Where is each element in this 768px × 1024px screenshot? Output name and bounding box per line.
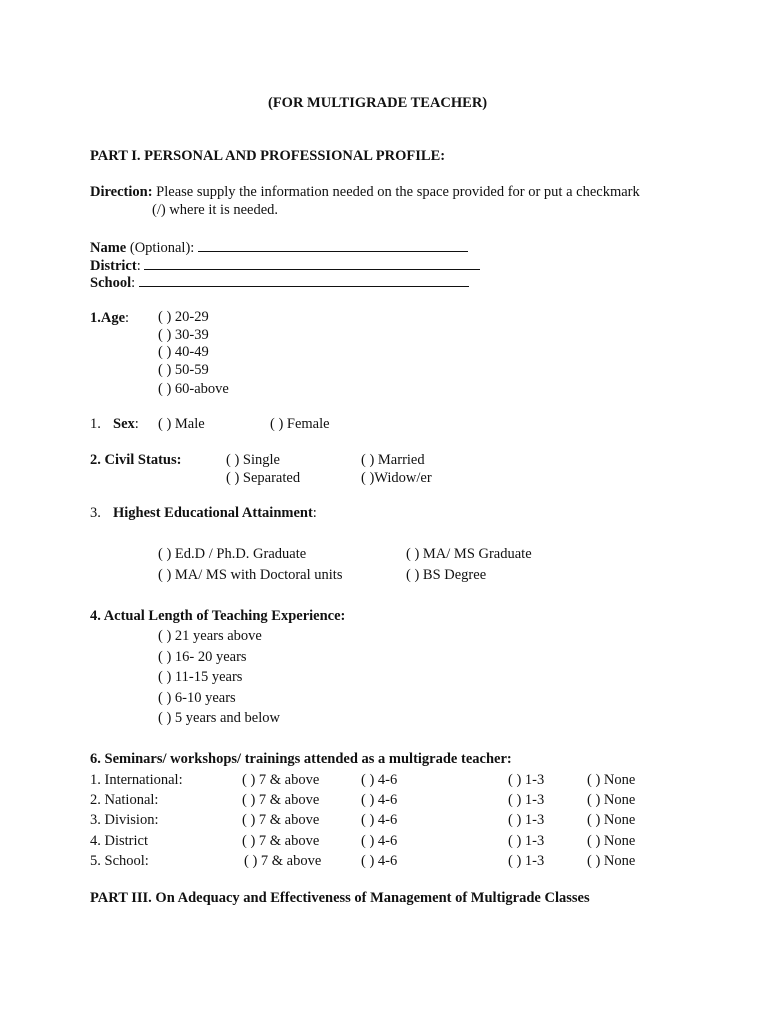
civil-option-single[interactable]: ( ) Single — [226, 452, 280, 468]
school-label: School — [90, 275, 132, 291]
seminar-option-1-3[interactable]: ( ) 1-3 — [508, 812, 545, 828]
education-label: Highest Educational Attainment — [113, 505, 313, 521]
seminar-option-4-6[interactable]: ( ) 4-6 — [361, 853, 398, 869]
civil-option-married[interactable]: ( ) Married — [361, 452, 425, 468]
direction-text: Please supply the information needed on the space provided for or put a checkmark — [156, 184, 640, 200]
seminar-option-none[interactable]: ( ) None — [587, 833, 636, 849]
name-label: Name — [90, 240, 127, 256]
direction-line2: (/) where it is needed. — [152, 202, 279, 218]
seminar-option-7-above[interactable]: ( ) 7 & above — [242, 833, 320, 849]
civil-option-separated[interactable]: ( ) Separated — [226, 470, 301, 486]
experience-option-3[interactable]: ( ) 11-15 years — [158, 669, 243, 685]
education-option-doctorate[interactable]: ( ) Ed.D / Ph.D. Graduate — [158, 546, 307, 562]
sex-colon: : — [134, 416, 139, 432]
education-option-bs-degree[interactable]: ( ) BS Degree — [406, 567, 487, 583]
age-option-4[interactable]: ( ) 50-59 — [158, 362, 209, 378]
civil-status-label: 2. Civil Status: — [90, 452, 182, 468]
part3-heading: PART III. On Adequacy and Effectiveness of Management of Multigrade Classes — [90, 890, 590, 906]
seminar-option-4-6[interactable]: ( ) 4-6 — [361, 792, 398, 808]
experience-option-1[interactable]: ( ) 21 years above — [158, 628, 262, 644]
age-option-1[interactable]: ( ) 20-29 — [158, 309, 209, 325]
experience-option-2[interactable]: ( ) 16- 20 years — [158, 649, 247, 665]
district-label: District — [90, 258, 137, 274]
seminar-option-none[interactable]: ( ) None — [587, 812, 636, 828]
experience-option-5[interactable]: ( ) 5 years and below — [158, 710, 280, 726]
name-input-line[interactable] — [198, 237, 468, 252]
district-input-line[interactable] — [144, 255, 480, 270]
name-optional-label: (Optional): — [129, 240, 195, 256]
education-option-ma-doctoral-units[interactable]: ( ) MA/ MS with Doctoral units — [158, 567, 343, 583]
experience-option-4[interactable]: ( ) 6-10 years — [158, 690, 236, 706]
seminar-option-4-6[interactable]: ( ) 4-6 — [361, 812, 398, 828]
direction-label: Direction: — [90, 184, 153, 200]
seminar-option-7-above[interactable]: ( ) 7 & above — [242, 792, 320, 808]
seminar-row-label: 5. School: — [90, 853, 149, 869]
district-colon: : — [136, 258, 141, 274]
education-colon: : — [312, 505, 317, 521]
age-colon: : — [125, 310, 130, 326]
school-colon: : — [131, 275, 136, 291]
experience-label: 4. Actual Length of Teaching Experience: — [90, 608, 346, 624]
seminar-row-label: 3. Division: — [90, 812, 159, 828]
seminar-row-label: 2. National: — [90, 792, 159, 808]
sex-label: Sex — [113, 416, 135, 432]
sex-option-male[interactable]: ( ) Male — [158, 416, 205, 432]
age-option-2[interactable]: ( ) 30-39 — [158, 327, 209, 343]
age-option-3[interactable]: ( ) 40-49 — [158, 344, 209, 360]
seminar-option-1-3[interactable]: ( ) 1-3 — [508, 792, 545, 808]
seminar-option-4-6[interactable]: ( ) 4-6 — [361, 833, 398, 849]
education-option-ma-graduate[interactable]: ( ) MA/ MS Graduate — [406, 546, 532, 562]
seminar-option-none[interactable]: ( ) None — [587, 772, 636, 788]
direction-line1 — [90, 183, 640, 201]
document-title: (FOR MULTIGRADE TEACHER) — [268, 95, 488, 111]
part1-heading: PART I. PERSONAL AND PROFESSIONAL PROFILE: — [90, 148, 446, 164]
sex-option-female[interactable]: ( ) Female — [270, 416, 330, 432]
seminar-option-none[interactable]: ( ) None — [587, 792, 636, 808]
school-field — [90, 272, 469, 292]
seminar-option-7-above[interactable]: ( ) 7 & above — [242, 772, 320, 788]
seminar-option-1-3[interactable]: ( ) 1-3 — [508, 833, 545, 849]
civil-option-widow[interactable]: ( )Widow/er — [361, 470, 432, 486]
education-question — [113, 504, 317, 522]
seminar-row-label: 1. International: — [90, 772, 183, 788]
seminar-option-4-6[interactable]: ( ) 4-6 — [361, 772, 398, 788]
name-field — [90, 237, 468, 257]
age-question — [90, 309, 129, 327]
sex-question — [113, 415, 139, 433]
seminar-option-7-above[interactable]: ( ) 7 & above — [244, 853, 322, 869]
age-option-5[interactable]: ( ) 60-above — [158, 381, 229, 397]
seminar-row-label: 4. District — [90, 833, 148, 849]
age-label: 1.Age — [90, 310, 126, 326]
seminar-option-1-3[interactable]: ( ) 1-3 — [508, 772, 545, 788]
school-input-line[interactable] — [139, 272, 469, 287]
seminar-option-none[interactable]: ( ) None — [587, 853, 636, 869]
seminars-heading: 6. Seminars/ workshops/ trainings attended as a multigrade teacher: — [90, 751, 512, 767]
education-number: 3. — [90, 505, 101, 521]
sex-number: 1. — [90, 416, 101, 432]
seminar-option-1-3[interactable]: ( ) 1-3 — [508, 853, 545, 869]
seminar-option-7-above[interactable]: ( ) 7 & above — [242, 812, 320, 828]
